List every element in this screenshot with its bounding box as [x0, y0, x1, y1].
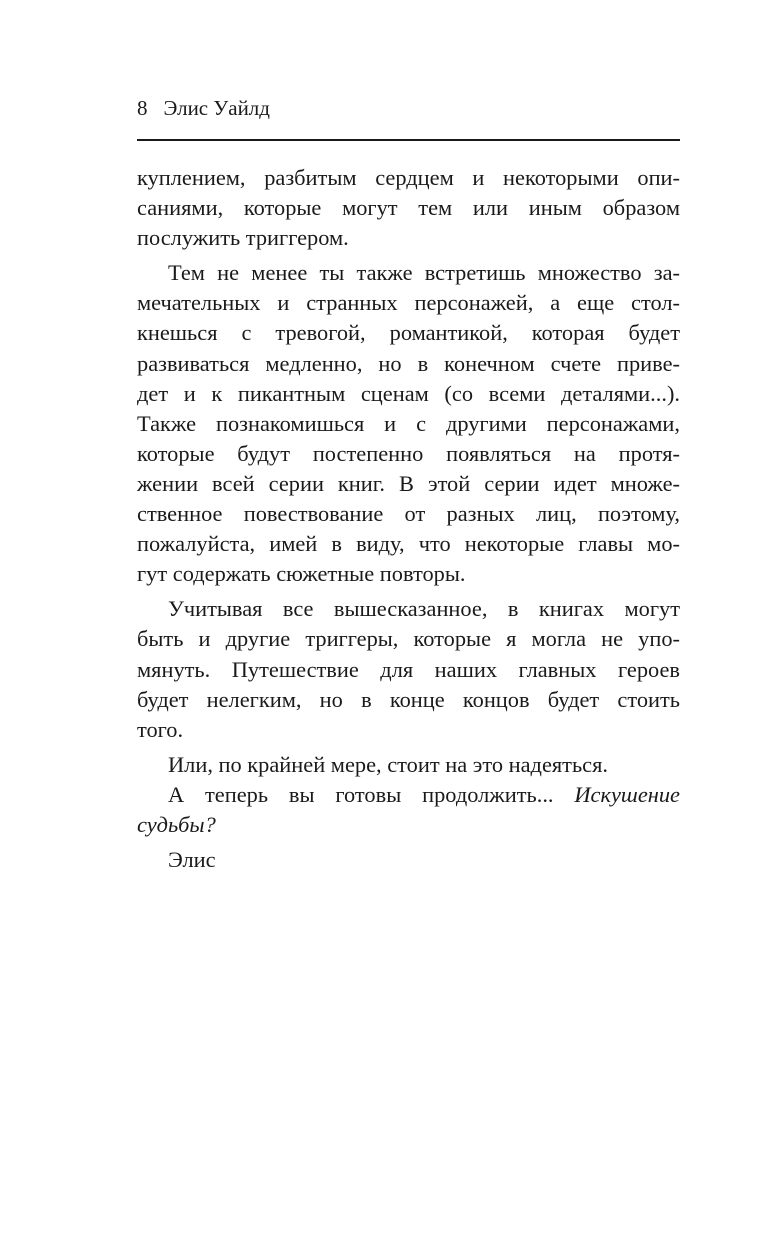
- page-number: 8: [137, 96, 148, 120]
- text-run: А теперь вы готовы продолжить...: [168, 781, 575, 807]
- paragraph-3: [137, 594, 680, 744]
- paragraph-2: [137, 258, 680, 589]
- book-title-italic: Искушение: [574, 781, 680, 807]
- text-line: пожалуйста, имей в виду, что некоторые главы мо-: [137, 531, 680, 557]
- text-line: [137, 780, 680, 810]
- signature: [137, 845, 680, 875]
- text-line: жении всей серии книг. В этой серии идет множе-: [137, 470, 680, 496]
- text-line: развиваться медленно, но в конечном счете приве-: [137, 350, 680, 376]
- text-line: Учитывая все вышесказанное, в книгах могут: [168, 596, 680, 622]
- text-line: мечательных и странных персонажей, а еще стол-: [137, 290, 680, 316]
- text-line: мянуть. Путешествие для наших главных героев: [137, 656, 680, 682]
- main-text: [137, 163, 680, 875]
- text-line: быть и другие триггеры, которые я могла не упо-: [137, 626, 680, 652]
- running-title: Элис Уайлд: [163, 96, 270, 120]
- text-line: гут содержать сюжетные повторы.: [137, 561, 466, 587]
- text-line: ственное повествование от разных лиц, поэтому,: [137, 501, 680, 527]
- text-line: куплением, разбитым сердцем и некоторыми опи-: [137, 165, 680, 190]
- paragraph-1: [137, 163, 680, 253]
- paragraph-4: [137, 750, 680, 780]
- signature-text: Элис: [168, 847, 216, 873]
- text-line: саниями, которые могут тем или иным образом: [137, 195, 680, 221]
- text-line: Также познакомишься и с другими персонажами,: [137, 410, 680, 436]
- text-line: дет и к пикантным сценам (со всеми деталями...).: [137, 380, 680, 406]
- book-title-italic: судьбы?: [137, 811, 216, 837]
- text-line: которые будут постепенно появляться на протя-: [137, 440, 680, 466]
- text-line: будет нелегким, но в конце концов будет стоить: [137, 686, 680, 712]
- text-line: кнешься с тревогой, романтикой, которая будет: [137, 320, 680, 346]
- text-line: Тем не менее ты также встретишь множество за-: [168, 260, 680, 286]
- running-header: [137, 96, 680, 120]
- header-rule: [137, 139, 680, 141]
- text-line: того.: [137, 716, 184, 742]
- paragraph-5: [137, 780, 680, 840]
- text-line: Или, по крайней мере, стоит на это надеяться.: [168, 751, 609, 777]
- text-line: послужить триггером.: [137, 225, 349, 251]
